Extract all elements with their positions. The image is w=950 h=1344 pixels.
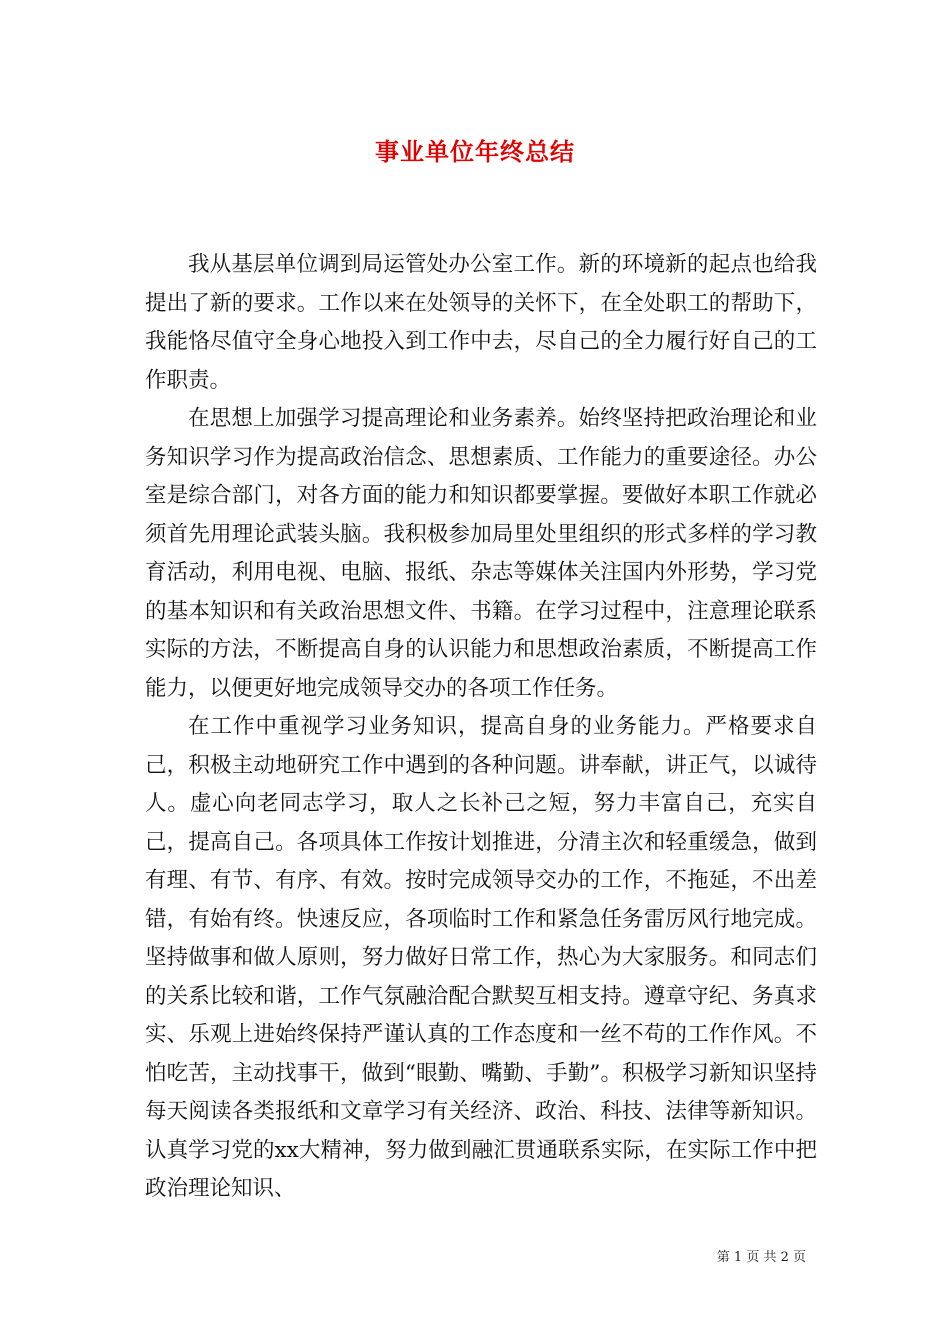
document-body — [145, 246, 817, 1209]
document-title: 事业单位年终总结 — [375, 138, 575, 166]
paragraph-2: 在思想上加强学习提高理论和业务素养。始终坚持把政治理论和业务知识学习作为提高政治信念、思想素质、工作能力的重要途径。办公室是综合部门，对各方面的能力和知识都要掌握。要做好本职工作就必须首先用理论武装头脑。我积极参加局里处里组织的形式多样的学习教育活动，利用电视、电脑、报纸、杂志等媒体关注国内外形势，学习党的基本知识和有关政治思想文件、书籍。在学习过程中，注意理论联系实际的方法，不断提高自身的认识能力和思想政治素质，不断提高工作能力，以便更好地完成领导交办的各项工作任务。 — [145, 406, 817, 701]
paragraph-1: 我从基层单位调到局运管处办公室工作。新的环境新的起点也给我提出了新的要求。工作以来在处领导的关怀下，在全处职工的帮助下，我能恪尽值守全身心地投入到工作中去，尽自己的全力履行好自己的工作职责。 — [145, 252, 817, 393]
page-number-footer: 第 1 页 共 2 页 — [716, 1250, 806, 1265]
paragraph-3: 在工作中重视学习业务知识，提高自身的业务能力。严格要求自己，积极主动地研究工作中遇到的各种问题。讲奉献，讲正气，以诚待人。虚心向老同志学习，取人之长补己之短，努力丰富自己，充实自己，提高自己。各项具体工作按计划推进，分清主次和轻重缓急，做到有理、有节、有序、有效。按时完成领导交办的工作，不拖延，不出差错，有始有终。快速反应，各项临时工作和紧急任务雷厉风行地完成。坚持做事和做人原则，努力做好日常工作，热心为大家服务。和同志们的关系比较和谐，工作气氛融洽配合默契互相支持。遵章守纪、务真求实、乐观上进始终保持严谨认真的工作态度和一丝不苟的工作作风。不怕吃苦，主动找事干，做到“眼勤、嘴勤、手勤”。积极学习新知识坚持每天阅读各类报纸和文章学习有关经济、政治、科技、法律等新知识。认真学习党的xx大精神，努力做到融汇贯通联系实际，在实际工作中把政治理论知识、 — [145, 714, 817, 1201]
